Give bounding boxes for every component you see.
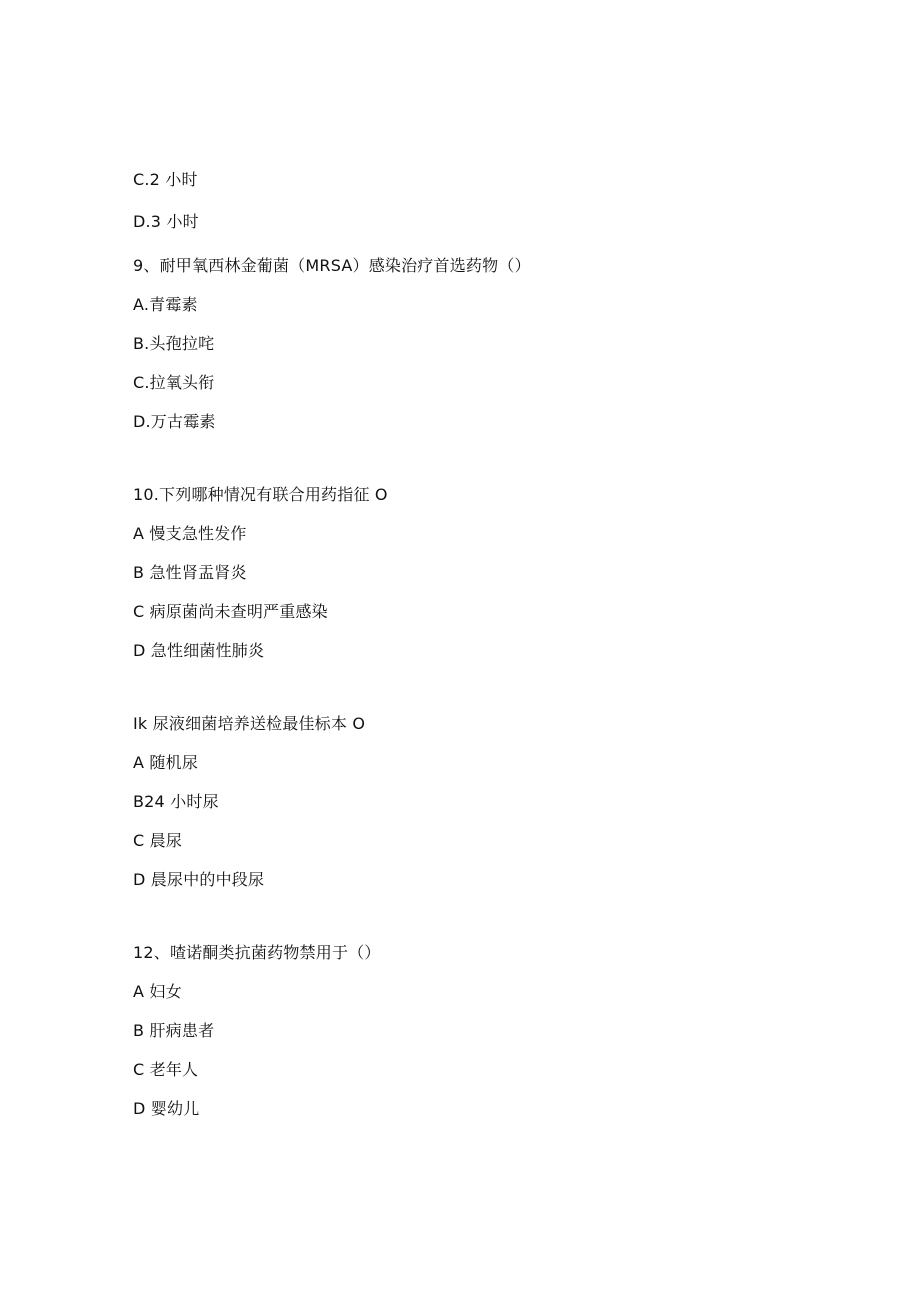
option-a-q10: A 慢支急性发作 <box>133 524 247 543</box>
option-d-q10: D 急性细菌性肺炎 <box>133 641 265 660</box>
option-b-q9: B.头孢拉咤 <box>133 334 215 353</box>
option-d-q12: D 婴幼儿 <box>133 1099 200 1118</box>
question-12: 12、喳诺酮类抗菌药物禁用于（） <box>133 943 381 962</box>
option-b-q10: B 急性肾盂肾炎 <box>133 563 247 582</box>
option-a-q9: A.青霉素 <box>133 295 198 314</box>
option-a-q12: A 妇女 <box>133 982 182 1001</box>
option-d-q9: D.万古霉素 <box>133 412 216 431</box>
question-10: 10.下列哪种情况有联合用药指征 O <box>133 485 388 504</box>
option-d-q11: D 晨尿中的中段尿 <box>133 870 265 889</box>
question-9: 9、耐甲氧西林金葡菌（MRSA）感染治疗首选药物（） <box>133 256 531 275</box>
option-c-q10: C 病原菌尚未查明严重感染 <box>133 602 328 621</box>
option-c-q11: C 晨尿 <box>133 831 183 850</box>
option-c-q9: C.拉氧头衔 <box>133 373 215 392</box>
option-d-q8: D.3 小时 <box>133 212 199 231</box>
option-b-q11: B24 小时尿 <box>133 792 219 811</box>
option-c-q8: C.2 小时 <box>133 170 198 189</box>
option-c-q12: C 老年人 <box>133 1060 199 1079</box>
question-11: Ik 尿液细菌培养送检最佳标本 O <box>133 714 366 733</box>
option-a-q11: A 随机尿 <box>133 753 199 772</box>
option-b-q12: B 肝病患者 <box>133 1021 215 1040</box>
